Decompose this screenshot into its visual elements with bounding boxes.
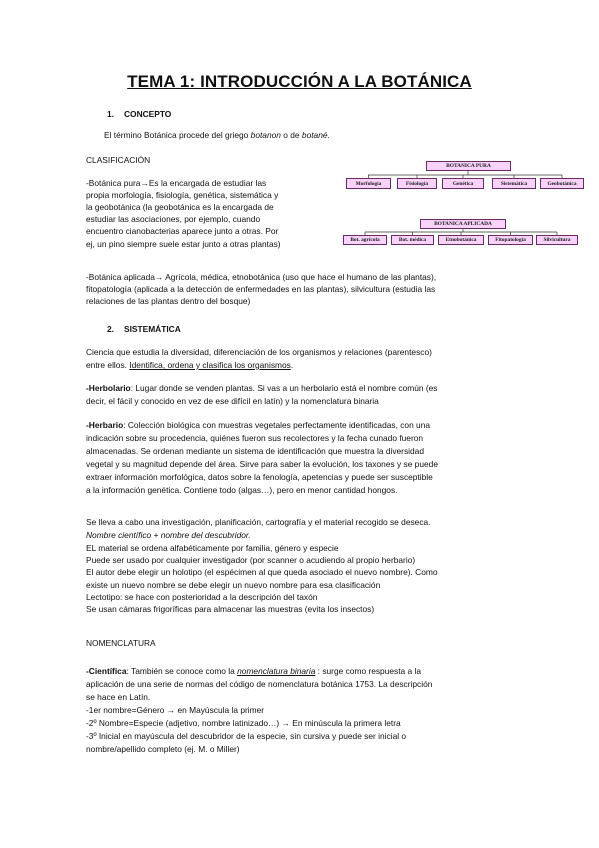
investigacion-line-1: Se lleva a cabo una investigación, planificación, cartografía y el material recogido se deseca. bbox=[86, 517, 431, 527]
investigacion-line-1: EL material se ordena alfabéticamente por familia, género y especie bbox=[86, 543, 339, 553]
nomenclatura-line-1: aplicación de una serie de normas del código de nomenclatura botánica 1753. La descripción bbox=[86, 679, 433, 689]
nomenclatura-line-5: -3º Inicial en mayúscula del descubridor de la especie, sin cursiva y puede ser inicial o bbox=[86, 730, 407, 741]
nomenclatura-line-2: se hace en Latín. bbox=[86, 691, 151, 702]
herbario-line-1 bbox=[86, 419, 430, 431]
botanica-aplicada-line-1: -Botánica aplicada→ Agrícola, médica, etnobotánica (uso que hace el humano de las plantas), bbox=[86, 272, 437, 282]
intro-text: entre ellos. bbox=[86, 360, 130, 370]
herbolario-label: -Herbolario bbox=[86, 383, 131, 393]
concept-text-2: o de bbox=[280, 130, 302, 140]
investigacion-line-4: existe un nuevo nombre se debe elegir un nuevo nombre para esa clasificación bbox=[86, 579, 381, 590]
herbario-line-3: vegetal y su magnitud depende del área. Sirve para saber la evolución, los taxones y se puede bbox=[86, 458, 438, 469]
diagram-root-botanica-aplicada: BOTANICA APLICADA bbox=[420, 219, 506, 229]
cientifica-line-1 bbox=[86, 665, 421, 677]
herbario-label: -Herbario bbox=[86, 420, 124, 430]
sistematica-intro-line-2 bbox=[86, 359, 293, 371]
botanica-pura-line-6: ej, un pino siempre suele estar junto a otras plantas) bbox=[86, 238, 281, 249]
section-2-heading: SISTEMÁTICA bbox=[124, 324, 181, 334]
herbario-line-2: almacenadas. Se ordenan mediante un sistema de identificación que muestra la diversidad bbox=[86, 445, 424, 456]
botanica-pura-line-3: la geobotánica (la geobotánica es la encargada de bbox=[86, 202, 274, 213]
nomenclatura-line-6: nombre/apellido completo (ej. M. o Miller) bbox=[86, 743, 240, 754]
diagram-aplicada-child-4: Fitopatología bbox=[488, 235, 533, 245]
botanica-pura-line-5: encuentro cianobacterias aparece junto a otras. Por bbox=[86, 226, 279, 237]
nomenclatura-binaria-term: nomenclatura binaria bbox=[237, 666, 316, 676]
investigacion-line-5: Lectotipo: se hace con posterioridad a la descripción del taxón bbox=[86, 591, 318, 602]
term-botanon: botanon bbox=[250, 130, 281, 140]
nomenclatura-line-3: -1er nombre=Género → en Mayúscula la primer bbox=[86, 704, 265, 715]
diagram-pura-child-1: Morfología bbox=[346, 178, 391, 189]
section-1-heading: CONCEPTO bbox=[124, 109, 172, 119]
diagram-pura-child-4: Sistemática bbox=[492, 178, 536, 189]
botanica-pura-line-4: estudiar las asociaciones, por ejemplo, cuando bbox=[86, 214, 261, 225]
diagram-pura-child-2: Fisiología bbox=[397, 178, 437, 189]
sistematica-intro-line-1: Ciencia que estudia la diversidad, diferenciación de los organismos y relaciones (parentesco) bbox=[86, 347, 432, 357]
investigacion-italic: Nombre científico + nombre del descubridor. bbox=[86, 530, 251, 540]
herbario-line-5: a la información genética. Contiene todo (algas…), pero en menor cantidad hongos. bbox=[86, 484, 398, 495]
investigacion-line-2: Puede ser usado por cualquier investigador (por scanner o acudiendo al propio herbario) bbox=[86, 555, 416, 566]
herbolario-text: : Lugar donde se venden plantas. Si vas a un herbolario está el nombre común (es bbox=[130, 383, 438, 393]
herbario-line-4: extraer información morfológica, datos sobre la fenología, apetencias y puede ser susceptible bbox=[86, 471, 433, 482]
page-title: TEMA 1: INTRODUCCIÓN A LA BOTÁNICA bbox=[127, 72, 472, 91]
herbolario-line-1 bbox=[86, 382, 438, 394]
term-botane: botané bbox=[301, 130, 328, 140]
section-1-number: 1. bbox=[107, 109, 114, 119]
botanica-aplicada-line-2: fitopatología (aplicada a la detección de enfermedades en las plantas), silvicultura (estudia las bbox=[86, 284, 436, 295]
botanica-pura-line-1: -Botánica pura→Es la encargada de estudiar las bbox=[86, 178, 267, 188]
concept-text-3: . bbox=[327, 130, 330, 140]
intro-period: . bbox=[290, 360, 294, 370]
investigacion-line-3: El autor debe elegir un holotipo (el espécimen al que queda asociado el nuevo nombre). Como bbox=[86, 567, 438, 578]
diagram-pura-child-5: Geobotánica bbox=[540, 178, 584, 189]
cientifica-text: : También se conoce como la bbox=[126, 666, 238, 676]
diagram-aplicada-child-1: Bot. agrícola bbox=[343, 235, 387, 245]
botanica-aplicada-line-3: relaciones de las plantas dentro del bosque) bbox=[86, 296, 251, 307]
diagram-aplicada-child-2: Bot. médica bbox=[391, 235, 434, 245]
herbario-text: : Colección biológica con muestras vegetales perfectamente identificadas, con una bbox=[123, 420, 431, 430]
diagram-root-botanica-pura: BOTANICA PURA bbox=[426, 161, 511, 171]
diagram-aplicada-child-5: Silvicultura bbox=[536, 235, 578, 245]
investigacion-line-6: Se usan cámaras frigoríficas para almacenar las muestras (evita los insectos) bbox=[86, 604, 375, 614]
concept-text: El término Botánica procede del griego bbox=[104, 130, 251, 140]
clasificacion-heading: CLASIFICACIÓN bbox=[86, 155, 151, 165]
cientifica-label: -Científica bbox=[86, 666, 127, 676]
botanica-pura-line-2: propia morfología, fisiología, genética, sistemática y bbox=[86, 190, 279, 201]
diagram-aplicada-child-3: Etnobotánica bbox=[438, 235, 484, 245]
diagram-pura-child-3: Genética bbox=[442, 178, 484, 189]
nomenclatura-line-4: -2º Nombre=Especie (adjetivo, nombre latinizado…) → En minúscula la primera letra bbox=[86, 717, 401, 728]
nomenclatura-heading: NOMENCLATURA bbox=[86, 638, 156, 648]
intro-underlined: Identifica, ordena y clasifica los organismos bbox=[129, 360, 291, 370]
section-2-number: 2. bbox=[107, 324, 114, 334]
herbario-line-1: indicación sobre su procedencia, quiénes fueron sus recolectores y la fecha cunado fueron bbox=[86, 433, 424, 443]
herbolario-line-2: decir, el fácil y conocido en vez de ese difícil en latín) y la nomenclatura binaria bbox=[86, 396, 379, 406]
cientifica-text-2: : surge como respuesta a la bbox=[315, 666, 422, 676]
